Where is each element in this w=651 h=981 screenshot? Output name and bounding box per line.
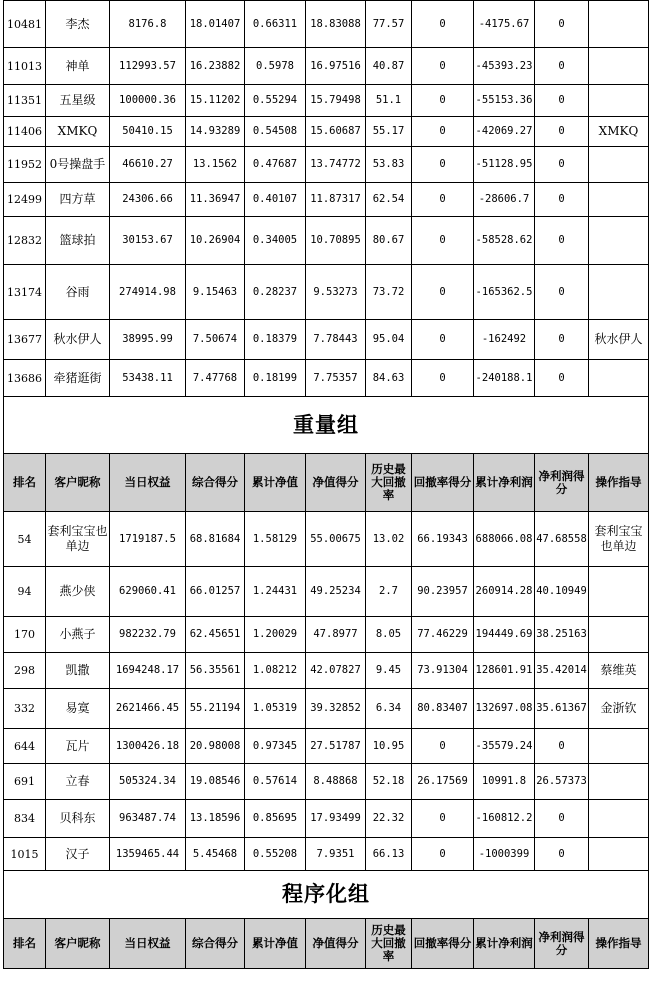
cell-rank: 332 (4, 689, 46, 729)
program-group-title-section (4, 871, 649, 919)
cell-value: 50410.15 (110, 117, 186, 147)
column-header: 累计净利润 (474, 919, 535, 969)
column-header: 操作指导 (589, 919, 649, 969)
cell-guide (589, 48, 649, 85)
cell-rank: 11351 (4, 85, 46, 117)
cell-nickname: 贝科东 (46, 800, 110, 838)
cell-rank: 1015 (4, 838, 46, 871)
cell-guide (589, 85, 649, 117)
table-row (4, 360, 649, 397)
cell-value: 0 (535, 217, 589, 265)
cell-value: 15.11202 (186, 85, 245, 117)
cell-value: 0 (412, 217, 474, 265)
cell-rank: 11952 (4, 147, 46, 183)
cell-value: 0 (535, 320, 589, 360)
cell-value: 11.36947 (186, 183, 245, 217)
cell-value: 0 (535, 360, 589, 397)
column-header: 净利润得分 (535, 919, 589, 969)
cell-value: -42069.27 (474, 117, 535, 147)
program-group-header (4, 919, 649, 969)
cell-value: 18.83088 (306, 1, 366, 48)
cell-rank: 691 (4, 764, 46, 800)
cell-value: 95.04 (366, 320, 412, 360)
cell-value: 13.18596 (186, 800, 245, 838)
cell-value: 35.61367 (535, 689, 589, 729)
cell-value: 0 (412, 147, 474, 183)
cell-value: 0 (412, 265, 474, 320)
cell-nickname: 汉子 (46, 838, 110, 871)
cell-value: 73.72 (366, 265, 412, 320)
cell-rank: 13677 (4, 320, 46, 360)
column-header-row (4, 454, 649, 512)
cell-value: 0 (412, 117, 474, 147)
cell-guide (589, 147, 649, 183)
cell-value: 1.08212 (245, 653, 306, 689)
column-header: 当日权益 (110, 454, 186, 512)
cell-value: 26.17569 (412, 764, 474, 800)
cell-value: 1.20029 (245, 617, 306, 653)
column-header: 综合得分 (186, 454, 245, 512)
section-title-program: 程序化组 (4, 871, 649, 919)
cell-nickname: 0号操盘手 (46, 147, 110, 183)
cell-nickname: 神单 (46, 48, 110, 85)
cell-nickname: 瓦片 (46, 729, 110, 764)
cell-value: 9.45 (366, 653, 412, 689)
cell-value: 66.13 (366, 838, 412, 871)
cell-value: 62.54 (366, 183, 412, 217)
cell-value: 10991.8 (474, 764, 535, 800)
cell-value: 2621466.45 (110, 689, 186, 729)
cell-value: 47.68558 (535, 512, 589, 567)
cell-nickname: XMKQ (46, 117, 110, 147)
cell-value: 0 (412, 85, 474, 117)
cell-value: 963487.74 (110, 800, 186, 838)
cell-value: 0 (412, 729, 474, 764)
table-row (4, 117, 649, 147)
cell-value: -51128.95 (474, 147, 535, 183)
cell-value: -4175.67 (474, 1, 535, 48)
cell-value: 132697.08 (474, 689, 535, 729)
cell-value: 0 (412, 183, 474, 217)
cell-value: 1694248.17 (110, 653, 186, 689)
ranking-table (3, 0, 649, 969)
column-header: 当日权益 (110, 919, 186, 969)
column-header: 操作指导 (589, 454, 649, 512)
cell-value: 0 (535, 117, 589, 147)
cell-value: 0 (412, 838, 474, 871)
cell-value: 20.98008 (186, 729, 245, 764)
cell-guide: XMKQ (589, 117, 649, 147)
cell-value: 68.81684 (186, 512, 245, 567)
column-header: 客户昵称 (46, 919, 110, 969)
column-header: 历史最大回撤率 (366, 919, 412, 969)
cell-value: 0 (535, 800, 589, 838)
cell-value: 1719187.5 (110, 512, 186, 567)
table-row (4, 147, 649, 183)
cell-value: 16.97516 (306, 48, 366, 85)
cell-value: 0.55294 (245, 85, 306, 117)
cell-value: 9.53273 (306, 265, 366, 320)
cell-value: 7.9351 (306, 838, 366, 871)
table-row (4, 764, 649, 800)
cell-value: 14.93289 (186, 117, 245, 147)
cell-value: 13.02 (366, 512, 412, 567)
cell-value: 9.15463 (186, 265, 245, 320)
cell-value: 55.21194 (186, 689, 245, 729)
cell-value: 13.1562 (186, 147, 245, 183)
cell-value: 18.01407 (186, 1, 245, 48)
cell-guide: 套利宝宝也单边 (589, 512, 649, 567)
cell-value: 0.18379 (245, 320, 306, 360)
cell-value: 16.23882 (186, 48, 245, 85)
cell-value: 2.7 (366, 567, 412, 617)
cell-value: 51.1 (366, 85, 412, 117)
cell-value: 55.00675 (306, 512, 366, 567)
heavy-group-rows (4, 512, 649, 871)
cell-nickname: 李杰 (46, 1, 110, 48)
cell-value: -165362.5 (474, 265, 535, 320)
cell-rank: 644 (4, 729, 46, 764)
cell-value: 77.46229 (412, 617, 474, 653)
cell-nickname: 小燕子 (46, 617, 110, 653)
heavy-group-header (4, 454, 649, 512)
cell-value: 0.28237 (245, 265, 306, 320)
cell-value: 42.07827 (306, 653, 366, 689)
cell-nickname: 立春 (46, 764, 110, 800)
cell-value: 0 (412, 48, 474, 85)
cell-value: 1.05319 (245, 689, 306, 729)
cell-value: 0.47687 (245, 147, 306, 183)
cell-nickname: 易寞 (46, 689, 110, 729)
cell-value: 90.23957 (412, 567, 474, 617)
cell-guide (589, 265, 649, 320)
column-header: 累计净值 (245, 454, 306, 512)
table-row (4, 48, 649, 85)
cell-rank: 13686 (4, 360, 46, 397)
table-row (4, 567, 649, 617)
cell-value: 52.18 (366, 764, 412, 800)
table-row (4, 512, 649, 567)
cell-value: 0 (535, 147, 589, 183)
cell-value: 0.55208 (245, 838, 306, 871)
cell-value: 0 (535, 48, 589, 85)
cell-value: 27.51787 (306, 729, 366, 764)
cell-value: 15.60687 (306, 117, 366, 147)
cell-value: 1300426.18 (110, 729, 186, 764)
cell-rank: 54 (4, 512, 46, 567)
cell-value: 0.40107 (245, 183, 306, 217)
table-row (4, 800, 649, 838)
cell-value: -55153.36 (474, 85, 535, 117)
cell-value: 8.05 (366, 617, 412, 653)
cell-value: 0 (535, 265, 589, 320)
cell-nickname: 五星级 (46, 85, 110, 117)
cell-value: 55.17 (366, 117, 412, 147)
cell-value: 7.75357 (306, 360, 366, 397)
cell-guide: 金浙钦 (589, 689, 649, 729)
cell-value: 0 (535, 85, 589, 117)
cell-value: 194449.69 (474, 617, 535, 653)
cell-value: 260914.28 (474, 567, 535, 617)
cell-value: 53438.11 (110, 360, 186, 397)
cell-rank: 13174 (4, 265, 46, 320)
table-row (4, 217, 649, 265)
cell-value: 128601.91 (474, 653, 535, 689)
cell-value: 39.32852 (306, 689, 366, 729)
table-row (4, 653, 649, 689)
table-row (4, 320, 649, 360)
cell-value: 47.8977 (306, 617, 366, 653)
cell-value: 46610.27 (110, 147, 186, 183)
cell-value: 17.93499 (306, 800, 366, 838)
column-header: 排名 (4, 454, 46, 512)
column-header: 净利润得分 (535, 454, 589, 512)
cell-value: 0.54508 (245, 117, 306, 147)
table-row (4, 183, 649, 217)
cell-guide (589, 1, 649, 48)
cell-guide (589, 838, 649, 871)
column-header-row (4, 919, 649, 969)
column-header: 历史最大回撤率 (366, 454, 412, 512)
cell-value: 10.70895 (306, 217, 366, 265)
cell-guide (589, 183, 649, 217)
cell-value: 505324.34 (110, 764, 186, 800)
table-row (4, 265, 649, 320)
cell-value: 15.79498 (306, 85, 366, 117)
cell-guide (589, 617, 649, 653)
cell-value: 0 (412, 360, 474, 397)
cell-value: 1.58129 (245, 512, 306, 567)
cell-value: 0 (535, 1, 589, 48)
cell-guide (589, 360, 649, 397)
cell-value: 13.74772 (306, 147, 366, 183)
cell-nickname: 四方草 (46, 183, 110, 217)
cell-value: 0.34005 (245, 217, 306, 265)
section-title-heavy: 重量组 (4, 397, 649, 454)
cell-rank: 10481 (4, 1, 46, 48)
cell-value: 62.45651 (186, 617, 245, 653)
cell-value: 8.48868 (306, 764, 366, 800)
cell-value: 19.08546 (186, 764, 245, 800)
cell-value: 0.5978 (245, 48, 306, 85)
cell-value: 0 (535, 838, 589, 871)
cell-value: 73.91304 (412, 653, 474, 689)
cell-guide (589, 800, 649, 838)
cell-value: 0 (535, 183, 589, 217)
cell-value: 1359465.44 (110, 838, 186, 871)
cell-value: 0.66311 (245, 1, 306, 48)
cell-guide: 蔡维英 (589, 653, 649, 689)
cell-guide (589, 217, 649, 265)
cell-value: 38.25163 (535, 617, 589, 653)
cell-nickname: 燕少侠 (46, 567, 110, 617)
cell-value: 629060.41 (110, 567, 186, 617)
cell-value: 0 (412, 320, 474, 360)
table-row (4, 729, 649, 764)
cell-value: 0 (412, 1, 474, 48)
cell-value: -45393.23 (474, 48, 535, 85)
cell-value: 30153.67 (110, 217, 186, 265)
cell-value: 80.83407 (412, 689, 474, 729)
cell-value: 7.78443 (306, 320, 366, 360)
cell-value: -35579.24 (474, 729, 535, 764)
cell-value: 56.35561 (186, 653, 245, 689)
cell-nickname: 牵猪逛街 (46, 360, 110, 397)
cell-value: 0 (535, 729, 589, 764)
cell-value: 77.57 (366, 1, 412, 48)
cell-guide (589, 567, 649, 617)
cell-rank: 11406 (4, 117, 46, 147)
cell-value: 7.47768 (186, 360, 245, 397)
cell-guide (589, 729, 649, 764)
cell-nickname: 凯撒 (46, 653, 110, 689)
cell-value: 66.19343 (412, 512, 474, 567)
column-header: 综合得分 (186, 919, 245, 969)
cell-value: 0.85695 (245, 800, 306, 838)
column-header: 排名 (4, 919, 46, 969)
cell-nickname: 谷雨 (46, 265, 110, 320)
cell-value: 24306.66 (110, 183, 186, 217)
cell-value: 84.63 (366, 360, 412, 397)
cell-value: 982232.79 (110, 617, 186, 653)
cell-value: 274914.98 (110, 265, 186, 320)
column-header: 净值得分 (306, 454, 366, 512)
cell-value: 40.87 (366, 48, 412, 85)
cell-rank: 170 (4, 617, 46, 653)
heavy-group-title-section (4, 397, 649, 454)
cell-value: -58528.62 (474, 217, 535, 265)
cell-value: 26.57373 (535, 764, 589, 800)
cell-value: 38995.99 (110, 320, 186, 360)
cell-value: 8176.8 (110, 1, 186, 48)
cell-value: 1.24431 (245, 567, 306, 617)
cell-value: 7.50674 (186, 320, 245, 360)
cell-nickname: 套利宝宝也单边 (46, 512, 110, 567)
cell-value: 0.57614 (245, 764, 306, 800)
column-header: 回撤率得分 (412, 919, 474, 969)
cell-value: 49.25234 (306, 567, 366, 617)
table-row (4, 689, 649, 729)
cell-value: -1000399 (474, 838, 535, 871)
cell-value: 5.45468 (186, 838, 245, 871)
table-row (4, 1, 649, 48)
cell-value: 688066.08 (474, 512, 535, 567)
cell-value: 11.87317 (306, 183, 366, 217)
cell-value: 35.42014 (535, 653, 589, 689)
column-header: 净值得分 (306, 919, 366, 969)
cell-value: 0.18199 (245, 360, 306, 397)
column-header: 累计净值 (245, 919, 306, 969)
cell-value: 6.34 (366, 689, 412, 729)
cell-guide (589, 764, 649, 800)
cell-value: -28606.7 (474, 183, 535, 217)
cell-value: 40.10949 (535, 567, 589, 617)
cell-guide: 秋水伊人 (589, 320, 649, 360)
cell-rank: 834 (4, 800, 46, 838)
cell-nickname: 秋水伊人 (46, 320, 110, 360)
ranking-sheet (3, 0, 648, 969)
cell-value: 0.97345 (245, 729, 306, 764)
cell-value: 80.67 (366, 217, 412, 265)
cell-rank: 298 (4, 653, 46, 689)
column-header: 回撤率得分 (412, 454, 474, 512)
table-row (4, 838, 649, 871)
cell-rank: 12832 (4, 217, 46, 265)
cell-value: 0 (412, 800, 474, 838)
cell-value: -162492 (474, 320, 535, 360)
column-header: 累计净利润 (474, 454, 535, 512)
column-header: 客户昵称 (46, 454, 110, 512)
cell-value: -160812.2 (474, 800, 535, 838)
cell-rank: 94 (4, 567, 46, 617)
cell-value: 10.95 (366, 729, 412, 764)
cell-value: 66.01257 (186, 567, 245, 617)
cell-value: 112993.57 (110, 48, 186, 85)
cell-value: 100000.36 (110, 85, 186, 117)
table-row (4, 85, 649, 117)
cell-rank: 12499 (4, 183, 46, 217)
cell-rank: 11013 (4, 48, 46, 85)
top-rows (4, 1, 649, 397)
table-row (4, 617, 649, 653)
cell-value: 53.83 (366, 147, 412, 183)
cell-value: -240188.1 (474, 360, 535, 397)
cell-nickname: 篮球拍 (46, 217, 110, 265)
cell-value: 22.32 (366, 800, 412, 838)
cell-value: 10.26904 (186, 217, 245, 265)
